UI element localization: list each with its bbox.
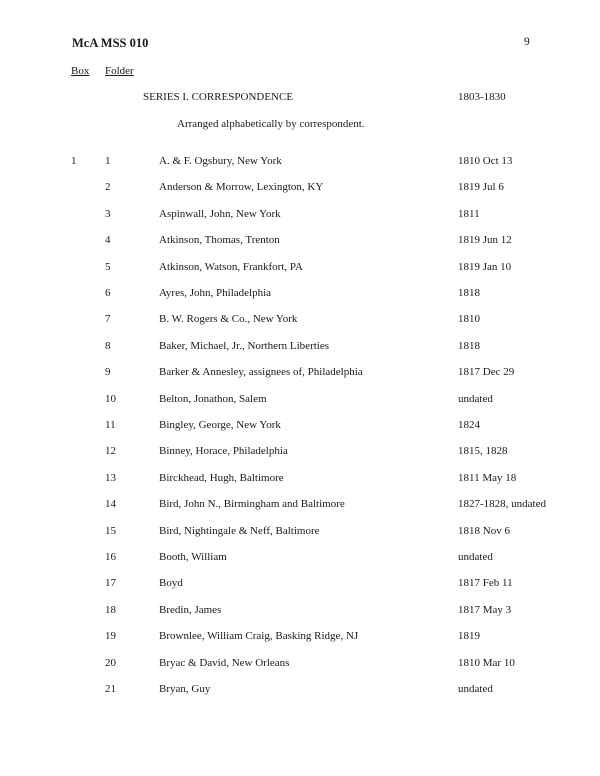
folder-row — [0, 340, 600, 360]
folder-row — [0, 313, 600, 333]
folder-number: 21 — [105, 683, 116, 695]
folder-number: 6 — [105, 287, 111, 299]
folder-date: 1818 Nov 6 — [458, 524, 510, 537]
folder-row — [0, 419, 600, 439]
correspondent-name: A. & F. Ogsbury, New York — [159, 155, 282, 167]
folder-number: 11 — [105, 419, 116, 431]
folder-number: 9 — [105, 366, 111, 379]
folder-row — [0, 287, 600, 307]
correspondent-name: B. W. Rogers & Co., New York — [159, 313, 298, 326]
folder-number: 10 — [105, 392, 116, 405]
folder-row — [0, 498, 600, 518]
folder-row — [0, 657, 600, 677]
folder-number: 3 — [105, 207, 111, 220]
folder-row — [0, 393, 600, 413]
folder-row — [0, 208, 600, 228]
correspondent-name: Binney, Horace, Philadelphia — [159, 445, 288, 458]
folder-date: 1811 — [458, 207, 480, 220]
folder-date: undated — [458, 683, 493, 695]
arrangement-note: Arranged alphabetically by correspondent. — [177, 118, 365, 130]
correspondent-name: Belton, Jonathon, Salem — [159, 392, 267, 405]
folder-date: 1815, 1828 — [458, 445, 508, 458]
correspondent-name: Barker & Annesley, assignees of, Philadelphia — [159, 366, 363, 379]
folder-number: 4 — [105, 234, 111, 247]
correspondent-name: Bingley, George, New York — [159, 419, 281, 431]
folder-row — [0, 683, 600, 703]
page-number: 9 — [524, 36, 530, 48]
folder-date: 1818 — [458, 287, 480, 299]
folder-number: 20 — [105, 656, 116, 669]
correspondent-name: Brownlee, William Craig, Basking Ridge, NJ — [159, 630, 359, 643]
correspondent-name: Bird, John N., Birmingham and Baltimore — [159, 498, 345, 511]
folder-date: undated — [458, 551, 493, 563]
folder-number: 12 — [105, 445, 116, 458]
folder-number: 5 — [105, 260, 111, 273]
folder-date: 1817 Feb 11 — [458, 577, 513, 590]
folder-row — [0, 472, 600, 492]
folder-row — [0, 445, 600, 465]
folder-number: 15 — [105, 524, 116, 537]
correspondent-name: Booth, William — [159, 551, 227, 563]
folder-number: 18 — [105, 603, 116, 616]
folder-row — [0, 604, 600, 624]
folder-number: 17 — [105, 577, 116, 590]
folder-number: 2 — [105, 181, 111, 194]
folder-date: 1819 Jan 10 — [458, 260, 512, 273]
folder-date: 1819 Jun 12 — [458, 234, 512, 247]
folder-row — [0, 630, 600, 650]
correspondent-name: Birckhead, Hugh, Baltimore — [159, 471, 284, 484]
folder-number: 8 — [105, 339, 111, 352]
correspondent-name: Bird, Nightingale & Neff, Baltimore — [159, 524, 320, 537]
correspondent-name: Baker, Michael, Jr., Northern Liberties — [159, 339, 330, 352]
folder-row — [0, 525, 600, 545]
box-number: 1 — [71, 155, 77, 167]
correspondent-name: Bryac & David, New Orleans — [159, 656, 290, 669]
correspondent-name: Atkinson, Watson, Frankfort, PA — [159, 260, 303, 273]
correspondent-name: Aspinwall, John, New York — [159, 207, 281, 220]
folder-number: 16 — [105, 551, 116, 563]
correspondent-name: Bredin, James — [159, 603, 222, 616]
folder-date: undated — [458, 392, 493, 405]
folder-row — [0, 261, 600, 281]
series-title: SERIES I. CORRESPONDENCE — [143, 91, 294, 103]
folder-date: 1818 — [458, 339, 480, 352]
column-header-box: Box — [71, 65, 90, 77]
folder-row — [0, 366, 600, 386]
folder-number: 13 — [105, 471, 116, 484]
folder-date: 1811 May 18 — [458, 471, 517, 484]
folder-date: 1810 Mar 10 — [458, 656, 515, 669]
folder-date: 1817 May 3 — [458, 603, 512, 616]
folder-date: 1810 Oct 13 — [458, 155, 513, 167]
folder-date: 1819 — [458, 630, 480, 643]
correspondent-name: Bryan, Guy — [159, 683, 211, 695]
folder-number: 14 — [105, 498, 116, 511]
folder-number: 7 — [105, 313, 111, 326]
series-dates: 1803-1830 — [458, 91, 506, 103]
collection-id: McA MSS 010 — [72, 36, 149, 50]
folder-row — [0, 181, 600, 201]
folder-row — [0, 155, 600, 175]
correspondent-name: Atkinson, Thomas, Trenton — [159, 234, 280, 247]
column-header-folder: Folder — [105, 65, 134, 77]
folder-number: 1 — [105, 155, 111, 167]
correspondent-name: Boyd — [159, 577, 183, 590]
folder-row — [0, 551, 600, 571]
folder-date: 1819 Jul 6 — [458, 181, 504, 194]
folder-row — [0, 234, 600, 254]
folder-row — [0, 577, 600, 597]
folder-number: 19 — [105, 630, 116, 643]
folder-date: 1810 — [458, 313, 480, 326]
correspondent-name: Anderson & Morrow, Lexington, KY — [159, 181, 324, 194]
correspondent-name: Ayres, John, Philadelphia — [159, 287, 272, 299]
folder-date: 1827-1828, undated — [458, 498, 546, 511]
folder-date: 1824 — [458, 419, 480, 431]
folder-date: 1817 Dec 29 — [458, 366, 515, 379]
